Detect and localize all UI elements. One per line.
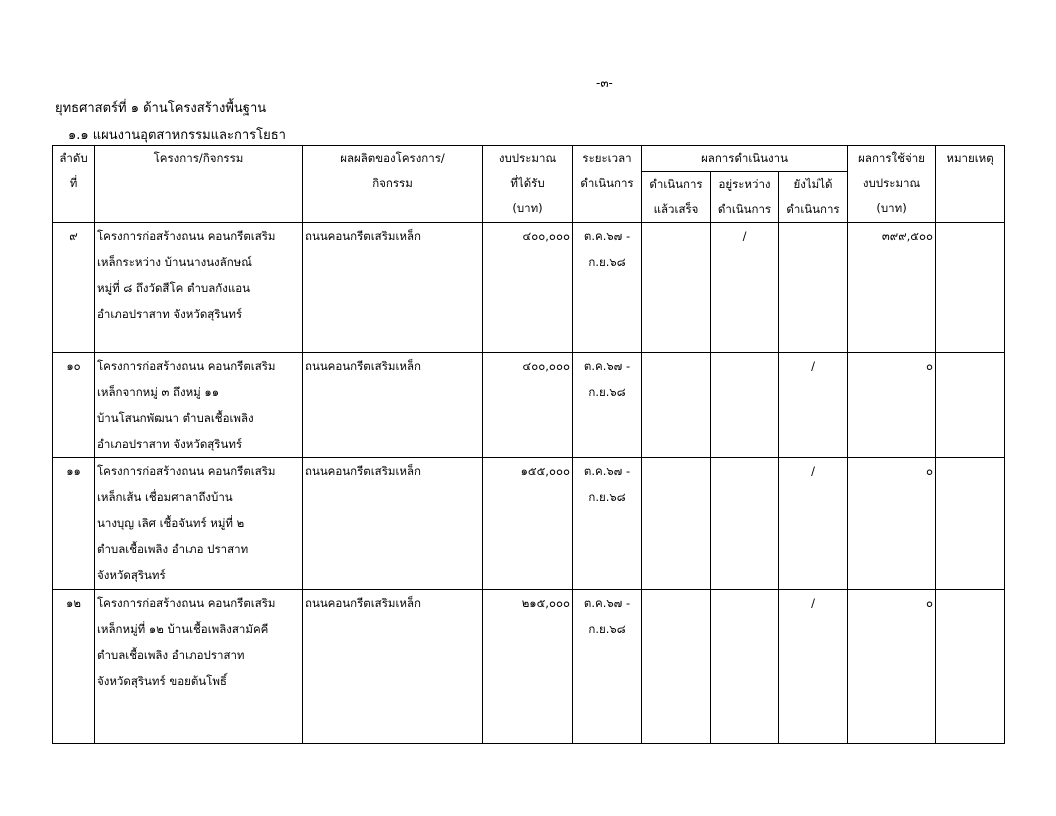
row-output: ถนนคอนกรีตเสริมเหล็ก <box>303 223 483 353</box>
strategy-title: ยุทธศาสตร์ที่ ๑ ด้านโครงสร้างพื้นฐาน <box>55 101 267 116</box>
header-in-progress: อยู่ระหว่าง ดำเนินการ <box>711 172 779 223</box>
row-output: ถนนคอนกรีตเสริมเหล็ก <box>303 458 483 590</box>
row-project: โครงการก่อสร้างถนน คอนกรีตเสริม เหล็กเส้น เชื่อมศาลาถึงบ้าน นางบุญ เลิศ เชื้อจันทร์ หมู่ที่ ๒ ตำบลเชื้อเพลิง อำเภอ ปราสาท จังหวัดสุรินทร์ <box>95 458 303 590</box>
row-remark <box>936 353 1005 458</box>
plan-title: ๑.๑ แผนงานอุตสาหกรรมและการโยธา <box>68 128 286 143</box>
table-row <box>53 353 1005 458</box>
row-in-progress <box>711 353 779 458</box>
header-done: ดำเนินการ แล้วเสร็จ <box>642 172 711 223</box>
row-not-started: / <box>779 353 848 458</box>
row-no: ๑๒ <box>53 590 95 744</box>
table-row <box>53 223 1005 353</box>
row-period: ต.ค.๖๗ - ก.ย.๖๘ <box>573 590 642 744</box>
header-spent: ผลการใช้จ่าย งบประมาณ (บาท) <box>848 146 936 223</box>
header-no: ลำดับ ที่ <box>53 146 95 223</box>
row-period: ต.ค.๖๗ - ก.ย.๖๘ <box>573 458 642 590</box>
row-done <box>642 458 711 590</box>
row-spent: ๐ <box>848 458 936 590</box>
project-table <box>52 145 1005 744</box>
header-output: ผลผลิตของโครงการ/ กิจกรรม <box>303 146 483 223</box>
table-row <box>53 590 1005 744</box>
row-in-progress <box>711 458 779 590</box>
row-no: ๑๐ <box>53 353 95 458</box>
row-remark <box>936 590 1005 744</box>
row-in-progress <box>711 590 779 744</box>
row-spent: ๐ <box>848 353 936 458</box>
row-period: ต.ค.๖๗ - ก.ย.๖๘ <box>573 353 642 458</box>
table-row <box>53 458 1005 590</box>
row-spent: ๓๙๙,๕๐๐ <box>848 223 936 353</box>
row-done <box>642 223 711 353</box>
header-project: โครงการ/กิจกรรม <box>95 146 303 223</box>
page-number: -๓- <box>596 76 613 90</box>
row-project: โครงการก่อสร้างถนน คอนกรีตเสริม เหล็กหมู่ที่ ๑๒ บ้านเชื้อเพลิงสามัคคี ตำบลเชื้อเพลิง อำเภอปราสาท จังหวัดสุรินทร์ ขอยต้นโพธิ์ <box>95 590 303 744</box>
row-budget: ๔๐๐,๐๐๐ <box>483 223 573 353</box>
row-project: โครงการก่อสร้างถนน คอนกรีตเสริม เหล็กจากหมู่ ๓ ถึงหมู่ ๑๑ บ้านโสนกพัฒนา ตำบลเชื้อเพลิง อำเภอปราสาท จังหวัดสุรินทร์ <box>95 353 303 458</box>
row-not-started: / <box>779 458 848 590</box>
row-spent: ๐ <box>848 590 936 744</box>
row-budget: ๔๐๐,๐๐๐ <box>483 353 573 458</box>
row-budget: ๑๕๕,๐๐๐ <box>483 458 573 590</box>
row-no: ๙ <box>53 223 95 353</box>
row-output: ถนนคอนกรีตเสริมเหล็ก <box>303 353 483 458</box>
header-period: ระยะเวลา ดำเนินการ <box>573 146 642 223</box>
row-not-started <box>779 223 848 353</box>
header-budget: งบประมาณ ที่ได้รับ (บาท) <box>483 146 573 223</box>
row-remark <box>936 458 1005 590</box>
row-budget: ๒๑๕,๐๐๐ <box>483 590 573 744</box>
row-period: ต.ค.๖๗ - ก.ย.๖๘ <box>573 223 642 353</box>
header-result-group: ผลการดำเนินงาน <box>642 146 848 172</box>
row-project: โครงการก่อสร้างถนน คอนกรีตเสริม เหล็กระหว่าง บ้านนางนงลักษณ์ หมู่ที่ ๘ ถึงวัดสีโค ตำบลกังแอน อำเภอปราสาท จังหวัดสุรินทร์ <box>95 223 303 353</box>
row-remark <box>936 223 1005 353</box>
header-remark: หมายเหตุ <box>936 146 1005 223</box>
row-no: ๑๑ <box>53 458 95 590</box>
row-not-started: / <box>779 590 848 744</box>
row-done <box>642 353 711 458</box>
row-done <box>642 590 711 744</box>
row-in-progress: / <box>711 223 779 353</box>
row-output: ถนนคอนกรีตเสริมเหล็ก <box>303 590 483 744</box>
header-not-started: ยังไม่ได้ ดำเนินการ <box>779 172 848 223</box>
